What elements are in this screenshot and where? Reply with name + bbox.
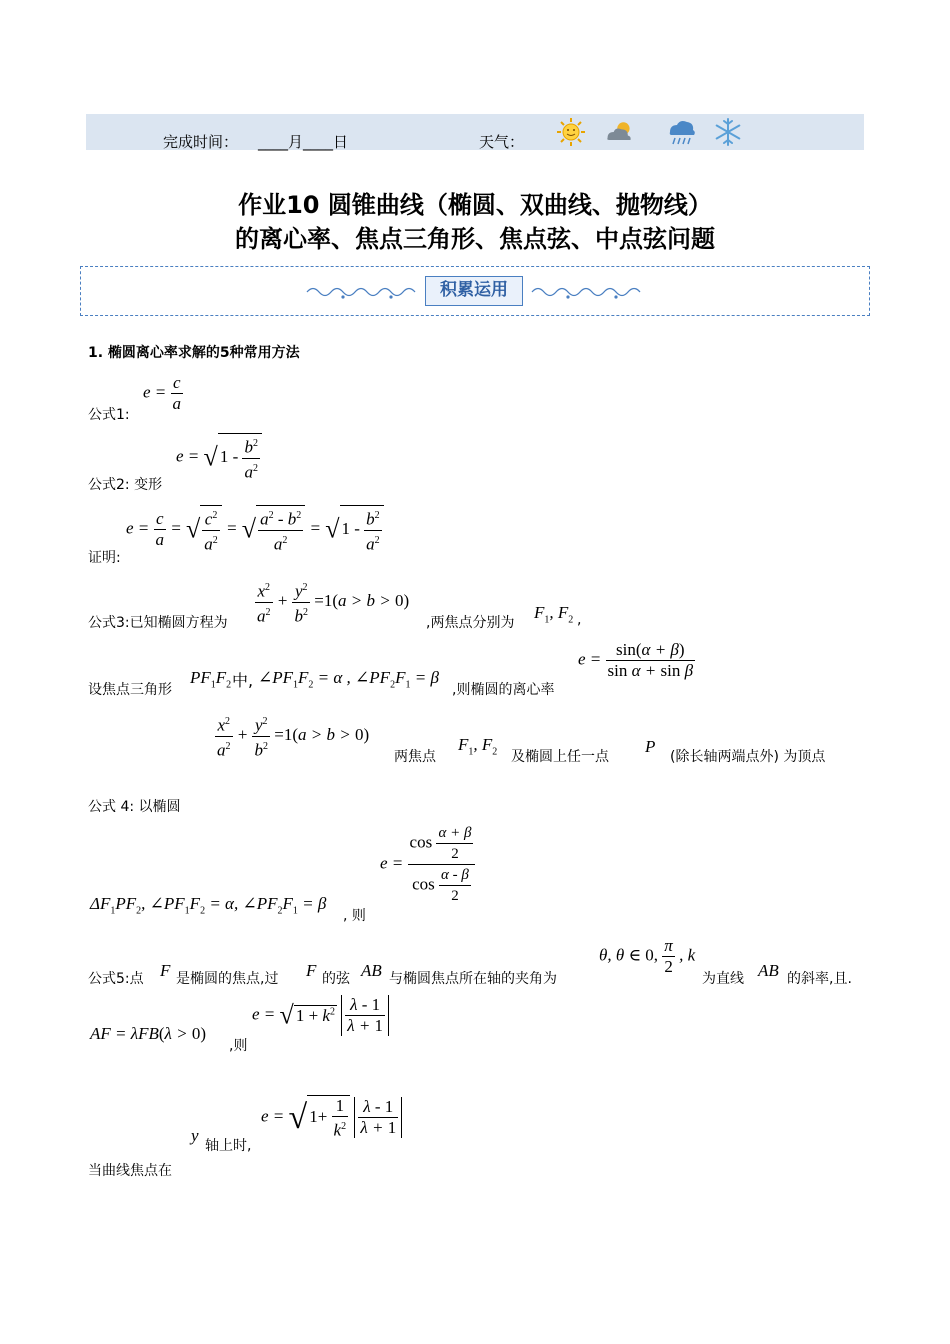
weather-label: 天气：: [479, 133, 525, 151]
foci-f1-f2: $F_1$, $F_2$: [534, 603, 574, 626]
formula-4-foci: $F_1$, $F_2$: [458, 735, 498, 758]
proof-formula: e = $\frac{c}{a}$ = √ $\frac{c^2}{a^2}$ = √ $\frac{a^2 - b^2}{a^2}$ = √ 1 - $\frac{b^2}{a^2}$: [126, 505, 384, 554]
formula-5-text-e: 的斜率,且.: [787, 971, 852, 987]
formula-4-rest: (除长轴两端点外) 为顶点: [670, 749, 826, 765]
formula-5-label: 公式5:点: [88, 971, 144, 987]
formula-3-eccentricity: e = $\frac{\sin(\alpha + \beta)}{\text{sin α + sin β}}$: [578, 640, 694, 680]
point-p: P: [645, 737, 656, 756]
formula-3b-label: 设焦点三角形: [88, 682, 172, 698]
formula-4-equation: $\frac{x^2}{a^2}$ + $\frac{y^2}{b^2}$ =1(a > b > 0): [215, 712, 369, 760]
angle-theta-range: θ, θ ∈ 0, $\frac{\pi}{2}$ , k: [599, 936, 696, 976]
formula-3-label: 公式3:已知椭圆方程为: [88, 615, 228, 631]
partly-cloudy-icon: [604, 117, 634, 147]
formula-4-label: 公式 4: 以椭圆: [88, 799, 181, 815]
formula-1-label: 公式1:: [88, 407, 130, 423]
formula-4-point-text: 及椭圆上任一点: [511, 749, 609, 765]
completion-label: 完成时间：: [163, 133, 239, 151]
date-blank: ____月____日: [258, 133, 349, 151]
formula-3-comma: ,: [577, 612, 582, 628]
formula-5-text-c: 与椭圆焦点所在轴的夹角为: [389, 971, 557, 987]
sun-icon: [556, 117, 586, 147]
formula-4-triangle: $\Delta F_1PF_2$, $\angle PF_1F_2 = \alpha$, $\angle PF_2F_1 = \beta$: [90, 894, 327, 917]
formula-5-text-b: 的弦: [322, 971, 350, 987]
formula-3-equation: $\frac{x^2}{a^2}$ + $\frac{y^2}{b^2}$ =1(a > b > 0): [255, 578, 409, 626]
focus-f: F: [160, 961, 171, 980]
chord-ab: AB: [361, 961, 382, 980]
formula-5-when: 当曲线焦点在: [88, 1163, 172, 1179]
title-line-1: 作业10 圆锥曲线（椭圆、双曲线、抛物线）: [238, 191, 712, 219]
formula-4-eccentricity: e = cos $\frac{\alpha + \beta}{2}$ cos $\frac{\alpha - \beta}{2}$: [380, 823, 475, 906]
line-ab: AB: [758, 961, 779, 980]
left-wave-ornament: [305, 282, 420, 302]
formula-5-text-a: 是椭圆的焦点,过: [176, 971, 279, 987]
formula-4-then: , 则: [343, 908, 366, 924]
formula-5-y-axis: 轴上时,: [205, 1138, 252, 1154]
title-line-2: 的离心率、焦点三角形、焦点弦、中点弦问题: [235, 225, 715, 253]
formula-3b-then: ,则椭圆的离心率: [452, 682, 555, 698]
snowflake-icon: [713, 117, 743, 147]
section-heading: 1. 椭圆离心率求解的5种常用方法: [88, 345, 300, 361]
angle-definitions: $\angle PF_1F_2 = \alpha$ , $\angle PF_2F_1 = \beta$: [258, 668, 439, 691]
focus-f-2: F: [306, 961, 317, 980]
formula-5-eccentricity: e = √ $1 + k^2$ $\frac{\lambda - 1}{\lambda + 1}$: [252, 995, 389, 1036]
right-wave-ornament: [530, 282, 645, 302]
rain-cloud-icon: [666, 117, 696, 147]
focal-triangle-pf1f2: $PF_1F_2$: [190, 668, 232, 691]
formula-2: e = √ 1 - $\frac{b^2}{a^2}$: [176, 433, 262, 482]
formula-2-label: 公式2: 变形: [88, 477, 163, 493]
formula-1: e = $\frac{c}{a}$: [143, 373, 182, 413]
axis-y: y: [191, 1126, 199, 1145]
formula-4-foci-text: 两焦点: [394, 749, 436, 765]
formula-5-text-d: 为直线: [702, 971, 744, 987]
formula-3b-zhong: 中,: [232, 671, 254, 690]
banner-badge: 积累运用: [425, 276, 523, 306]
formula-5-y-eccentricity: e = √ 1+ $\frac{1}{k^2}$ $\frac{\lambda - 1}{\lambda + 1}$: [261, 1095, 402, 1141]
vector-condition: AF = λFB(λ > 0): [90, 1024, 207, 1043]
formula-3-foci-text: ,两焦点分别为: [426, 615, 515, 631]
formula-5-then: ,则: [229, 1038, 248, 1054]
proof-label: 证明:: [88, 550, 121, 566]
